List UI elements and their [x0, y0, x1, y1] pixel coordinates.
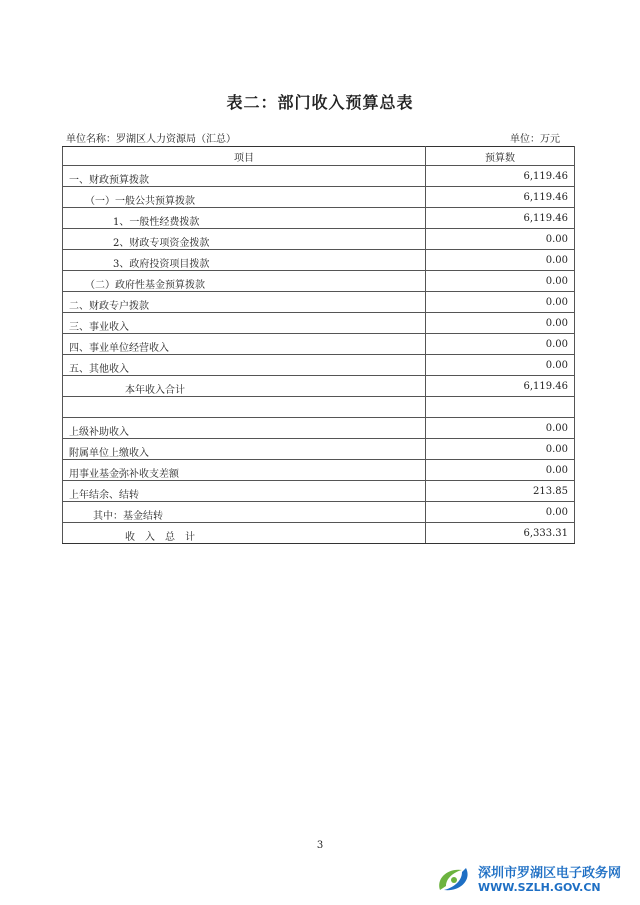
row-value: 0.00	[426, 502, 575, 523]
row-item: （二）政府性基金预算拨款	[63, 271, 426, 292]
table-row	[63, 460, 575, 481]
budget-table	[62, 146, 575, 544]
table-row	[63, 187, 575, 208]
watermark-url: WWW.SZLH.GOV.CN	[478, 881, 601, 894]
row-item: 本年收入合计	[63, 376, 426, 397]
row-value: 6,119.46	[426, 208, 575, 229]
table-row	[63, 208, 575, 229]
table-row	[63, 397, 575, 418]
row-value: 0.00	[426, 313, 575, 334]
row-value: 6,119.46	[426, 166, 575, 187]
row-value: 0.00	[426, 250, 575, 271]
table-row	[63, 292, 575, 313]
table-row	[63, 271, 575, 292]
watermark-name: 深圳市罗湖区电子政务网	[478, 866, 622, 881]
unit-label: 单位：万元	[510, 134, 560, 145]
row-value: 213.85	[426, 481, 575, 502]
table-row-total	[63, 523, 575, 544]
row-item: 1、一般性经费拨款	[63, 208, 426, 229]
row-value: 6,333.31	[426, 523, 575, 544]
row-item: 3、政府投资项目拨款	[63, 250, 426, 271]
row-item: 用事业基金弥补收支差额	[63, 460, 426, 481]
row-item	[63, 397, 426, 418]
row-item: 五、其他收入	[63, 355, 426, 376]
row-item: 其中：基金结转	[63, 502, 426, 523]
row-item: 一、财政预算拨款	[63, 166, 426, 187]
szlh-logo-icon	[432, 860, 474, 898]
row-value: 0.00	[426, 439, 575, 460]
page-number: 3	[316, 840, 324, 851]
row-value: 0.00	[426, 229, 575, 250]
row-value: 0.00	[426, 355, 575, 376]
row-value	[426, 397, 575, 418]
table-header-row	[63, 147, 575, 166]
row-item: 三、事业收入	[63, 313, 426, 334]
row-item: 收 入 总 计	[63, 523, 426, 544]
row-item: （一）一般公共预算拨款	[63, 187, 426, 208]
row-value: 0.00	[426, 292, 575, 313]
site-watermark	[432, 858, 637, 902]
table-row	[63, 481, 575, 502]
row-value: 0.00	[426, 271, 575, 292]
table-row	[63, 334, 575, 355]
table-row	[63, 166, 575, 187]
table-row	[63, 229, 575, 250]
row-value: 0.00	[426, 418, 575, 439]
row-item: 上年结余、结转	[63, 481, 426, 502]
table-row	[63, 439, 575, 460]
row-value: 0.00	[426, 460, 575, 481]
header-item: 项目	[63, 147, 426, 166]
row-item: 二、财政专户拨款	[63, 292, 426, 313]
row-item: 2、财政专项资金拨款	[63, 229, 426, 250]
table-row	[63, 418, 575, 439]
page-title: 表二：部门收入预算总表	[226, 93, 414, 112]
row-value: 6,119.46	[426, 187, 575, 208]
header-value: 预算数	[426, 147, 575, 166]
table-row	[63, 376, 575, 397]
row-item: 上级补助收入	[63, 418, 426, 439]
table-row	[63, 502, 575, 523]
row-item: 四、事业单位经营收入	[63, 334, 426, 355]
table-row	[63, 250, 575, 271]
row-value: 0.00	[426, 334, 575, 355]
table-row	[63, 313, 575, 334]
row-value: 6,119.46	[426, 376, 575, 397]
table-row	[63, 355, 575, 376]
row-item: 附属单位上缴收入	[63, 439, 426, 460]
unit-name: 单位名称：罗湖区人力资源局（汇总）	[66, 134, 236, 145]
